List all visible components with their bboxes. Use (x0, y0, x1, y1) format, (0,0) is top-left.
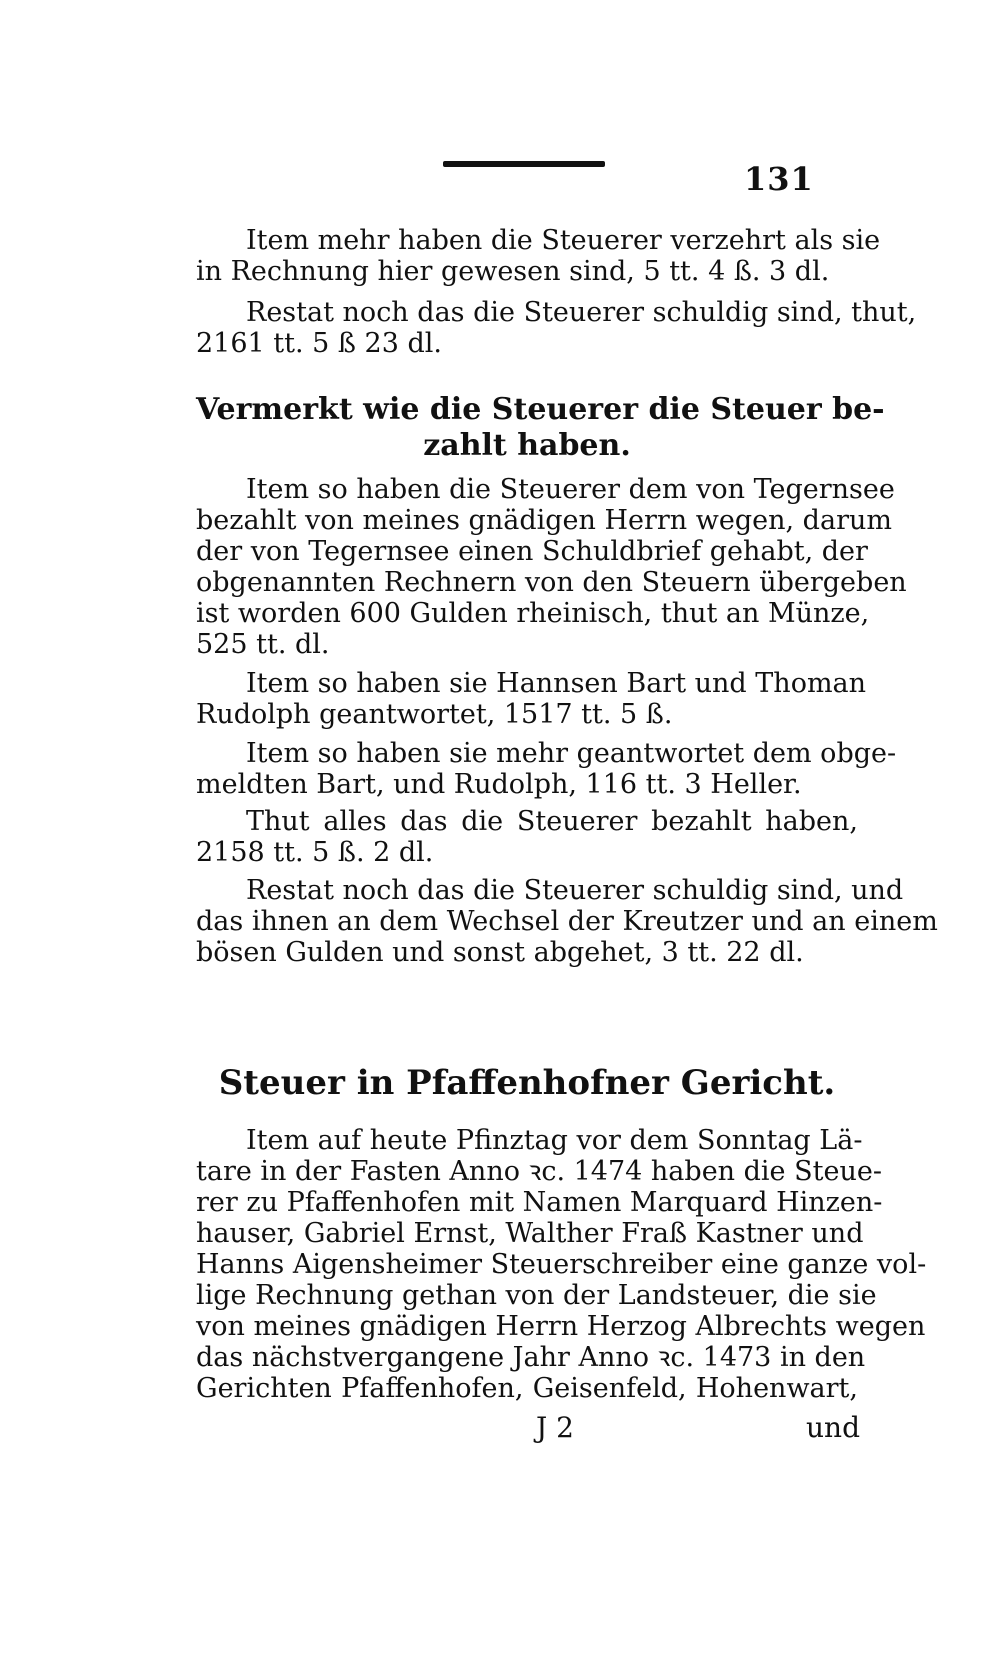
text-line: tare in der Fasten Anno ꝛc. 1474 haben die Steue- (196, 1156, 882, 1187)
text-line: Item mehr haben die Steuerer verzehrt als sie (246, 225, 881, 256)
paragraph-1 (196, 225, 881, 287)
text-line: Item so haben die Steuerer dem von Tegernsee (246, 474, 895, 505)
section-heading-1 (196, 392, 885, 464)
text-line: Restat noch das die Steuerer schuldig sind, thut, (246, 297, 917, 328)
text-line: Gerichten Pfaffenhofen, Geisenfeld, Hohenwart, (196, 1373, 858, 1404)
paragraph-4 (196, 668, 867, 730)
text-line: 2161 tt. 5 ß 23 dl. (196, 328, 442, 359)
text-line: Restat noch das die Steuerer schuldig sind, und (246, 875, 904, 906)
section-heading-2: Steuer in Pfaffenhofner Gericht. (218, 1063, 836, 1103)
paragraph-5 (196, 738, 897, 800)
text-line: von meines gnädigen Herrn Herzog Albrechts wegen (196, 1311, 926, 1342)
catchword: und (806, 1411, 860, 1444)
text-line: in Rechnung hier gewesen sind, 5 tt. 4 ß. 3 dl. (196, 256, 830, 287)
paragraph-6 (196, 806, 858, 868)
paragraph-7 (196, 875, 938, 968)
text-line: hauser, Gabriel Ernst, Walther Fraß Kastner und (196, 1218, 864, 1249)
text-line: 2158 tt. 5 ß. 2 dl. (196, 837, 434, 868)
text-line: Item auf heute Pfinztag vor dem Sonntag Lä- (246, 1125, 863, 1156)
text-line: Item so haben sie mehr geantwortet dem obge- (246, 738, 897, 769)
signature-mark: J 2 (536, 1411, 574, 1444)
paragraph-8 (196, 1125, 927, 1404)
text-line: Hanns Aigensheimer Steuerschreiber eine ganze vol- (196, 1249, 927, 1280)
paragraph-3 (196, 474, 907, 660)
text-line: obgenannten Rechnern von den Steuern übergeben (196, 567, 907, 598)
text-line: das nächstvergangene Jahr Anno ꝛc. 1473 in den (196, 1342, 866, 1373)
text-line: lige Rechnung gethan von der Landsteuer, die sie (196, 1280, 877, 1311)
text-line: 525 tt. dl. (196, 629, 330, 660)
text-line: meldten Bart, und Rudolph, 116 tt. 3 Heller. (196, 769, 802, 800)
heading-line: Vermerkt wie die Steuerer die Steuer be- (196, 392, 885, 427)
text-line: ist worden 600 Gulden rheinisch, thut an Münze, (196, 598, 870, 629)
text-line: Rudolph geantwortet, 1517 tt. 5 ß. (196, 699, 673, 730)
text-line: das ihnen an dem Wechsel der Kreutzer und an einem (196, 906, 938, 937)
text-line: Thut alles das die Steuerer bezahlt haben, (246, 806, 858, 837)
text-line: der von Tegernsee einen Schuldbrief gehabt, der (196, 536, 868, 567)
text-line: bezahlt von meines gnädigen Herrn wegen, darum (196, 505, 892, 536)
text-line: rer zu Pfaffenhofen mit Namen Marquard Hinzen- (196, 1187, 883, 1218)
heading-line: zahlt haben. (423, 428, 631, 463)
text-line: Item so haben sie Hannsen Bart und Thoman (246, 668, 867, 699)
text-line: bösen Gulden und sonst abgehet, 3 tt. 22 dl. (196, 937, 804, 968)
paragraph-2 (196, 297, 917, 359)
page-number: 131 (744, 160, 814, 198)
header-rule (443, 161, 605, 167)
